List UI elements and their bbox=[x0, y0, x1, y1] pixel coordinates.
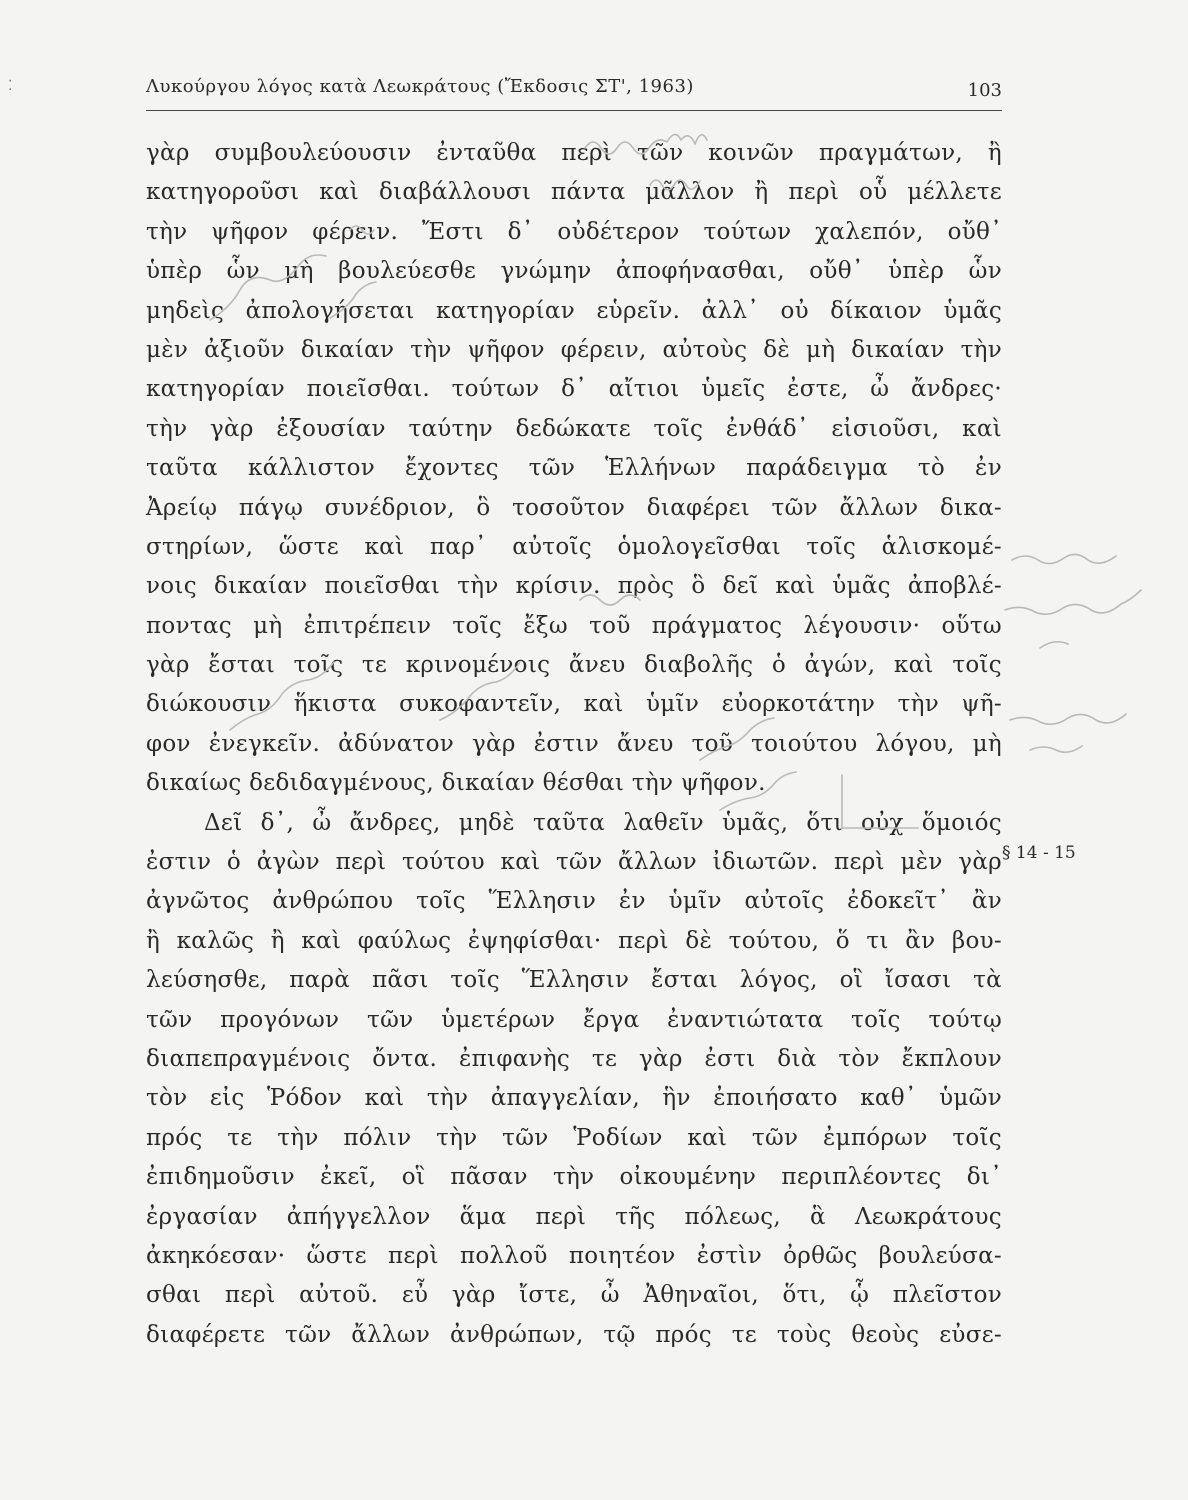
annotation-squiggle bbox=[1012, 554, 1116, 563]
text-line: διαφέρετε τῶν ἄλλων ἀνθρώπων, τῷ πρός τε τοὺς θεοὺς εὐσε- bbox=[146, 1321, 1002, 1348]
text-line: μηδεὶς ἀπολογήσεται κατηγορίαν εὑρεῖν. ἀλλ᾽ οὐ δίκαιον ὑμᾶς bbox=[146, 297, 1002, 324]
text-line: διώκουσιν ἥκιστα συκοφαντεῖν, καὶ ὑμῖν εὐορκοτάτην τὴν ψῆ- bbox=[146, 691, 1002, 718]
text-line: ἀκηκόεσαν· ὥστε περὶ πολλοῦ ποιητέον ἐστὶν ὀρθῶς βουλεύσα- bbox=[146, 1242, 1002, 1269]
margin-stray-mark: ⁚ bbox=[8, 78, 13, 94]
text-line: νοις δικαίαν ποιεῖσθαι τὴν κρίσιν. πρὸς ὃ δεῖ καὶ ὑμᾶς ἀποβλέ- bbox=[146, 573, 1002, 600]
header-title: Λυκούργου λόγος κατὰ Λεωκράτους (Ἔκδοσις ΣΤ', 1963) bbox=[146, 76, 694, 97]
text-line: τὸν εἰς Ῥόδον καὶ τὴν ἀπαγγελίαν, ἣν ἐποιήσατο καθ᾽ ὑμῶν bbox=[146, 1085, 1002, 1112]
text-line: δικαίως δεδιδαγμένους, δικαίαν θέσθαι τὴν ψῆφον. bbox=[146, 770, 766, 797]
text-line: κατηγοροῦσι καὶ διαβάλλουσι πάντα μᾶλλον ἢ περὶ οὗ μέλλετε bbox=[146, 179, 1002, 206]
text-line: κατηγορίαν ποιεῖσθαι. τούτων δ᾽ αἴτιοι ὑμεῖς ἐστε, ὦ ἄνδρες· bbox=[146, 376, 1002, 403]
text-line: ἐπιδημοῦσιν ἐκεῖ, οἳ πᾶσαν τὴν οἰκουμένην περιπλέοντες δι᾽ bbox=[146, 1164, 1002, 1191]
text-line: μὲν ἀξιοῦν δικαίαν τὴν ψῆφον φέρειν, αὐτοὺς δὲ μὴ δικαίαν τὴν bbox=[146, 336, 1002, 363]
running-header bbox=[146, 70, 1002, 111]
text-line: στηρίων, ὥστε καὶ παρ᾽ αὐτοῖς ὁμολογεῖσθαι τοῖς ἁλισκομέ- bbox=[146, 533, 1002, 560]
text-line: τὴν γὰρ ἐξουσίαν ταύτην δεδώκατε τοῖς ἐνθάδ᾽ εἰσιοῦσι, καὶ bbox=[146, 415, 1002, 442]
text-line: ποντας μὴ ἐπιτρέπειν τοῖς ἔξω τοῦ πράγματος λέγουσιν· οὕτω bbox=[146, 612, 1002, 639]
text-line: ἐστιν ὁ ἀγὼν περὶ τούτου καὶ τῶν ἄλλων ἰδιωτῶν. περὶ μὲν γὰρ bbox=[146, 849, 1002, 876]
text-line: ἀγνῶτος ἀνθρώπου τοῖς Ἕλλησιν ἐν ὑμῖν αὐτοῖς ἐδοκεῖτ᾽ ἂν bbox=[146, 888, 1002, 915]
text-line: Ἀρείῳ πάγῳ συνέδριον, ὃ τοσοῦτον διαφέρει τῶν ἄλλων δικα- bbox=[146, 494, 1002, 521]
section-reference: § 14 - 15 bbox=[1002, 843, 1076, 863]
text-line: ἢ καλῶς ἢ καὶ φαύλως ἐψηφίσθαι· περὶ δὲ τούτου, ὅ τι ἂν βου- bbox=[146, 927, 1002, 954]
text-line: ὑπὲρ ὧν μὴ βουλεύεσθε γνώμην ἀποφήνασθαι, οὔθ᾽ ὑπὲρ ὧν bbox=[146, 258, 1002, 285]
annotation-squiggle bbox=[1040, 642, 1068, 648]
text-line: πρός τε τὴν πόλιν τὴν τῶν Ῥοδίων καὶ τῶν ἐμπόρων τοῖς bbox=[146, 1124, 1002, 1151]
annotation-squiggle bbox=[1010, 714, 1126, 724]
text-line: σθαι περὶ αὐτοῦ. εὖ γὰρ ἴστε, ὦ Ἀθηναῖοι, ὅτι, ᾧ πλεῖστον bbox=[146, 1282, 1002, 1309]
annotation-squiggle bbox=[1030, 746, 1082, 752]
text-line: ταῦτα κάλλιστον ἔχοντες τῶν Ἑλλήνων παράδειγμα τὸ ἐν bbox=[146, 455, 1002, 482]
text-line: τὴν ψῆφον φέρειν. Ἔστι δ᾽ οὐδέτερον τούτων χαλεπόν, οὔθ᾽ bbox=[146, 218, 1002, 245]
text-line: γὰρ ἔσται τοῖς τε κρινομένοις ἄνευ διαβολῆς ὁ ἀγών, καὶ τοῖς bbox=[146, 652, 1002, 679]
body-text bbox=[146, 134, 1002, 1355]
text-line: Δεῖ δ᾽, ὦ ἄνδρες, μηδὲ ταῦτα λαθεῖν ὑμᾶς, ὅτι οὐχ ὅμοιός bbox=[204, 809, 1002, 836]
annotation-squiggle bbox=[1005, 590, 1141, 614]
text-line: λεύσησθε, παρὰ πᾶσι τοῖς Ἕλλησιν ἔσται λόγος, οἳ ἴσασι τὰ bbox=[146, 967, 1002, 994]
text-line: γὰρ συμβουλεύουσιν ἐνταῦθα περὶ τῶν κοινῶν πραγμάτων, ἢ bbox=[146, 140, 1002, 166]
text-line: τῶν προγόνων τῶν ὑμετέρων ἔργα ἐναντιώτατα τοῖς τούτῳ bbox=[146, 1006, 1002, 1033]
text-line: φον ἐνεγκεῖν. ἀδύνατον γὰρ ἐστιν ἄνευ τοῦ τοιούτου λόγου, μὴ bbox=[146, 730, 1002, 757]
text-line: διαπεπραγμένοις ὄντα. ἐπιφανὴς τε γὰρ ἐστι διὰ τὸν ἔκπλουν bbox=[146, 1045, 1002, 1072]
page-number: 103 bbox=[967, 80, 1002, 101]
text-line: ἐργασίαν ἀπήγγελλον ἅμα περὶ τῆς πόλεως, ἃ Λεωκράτους bbox=[146, 1203, 1002, 1230]
